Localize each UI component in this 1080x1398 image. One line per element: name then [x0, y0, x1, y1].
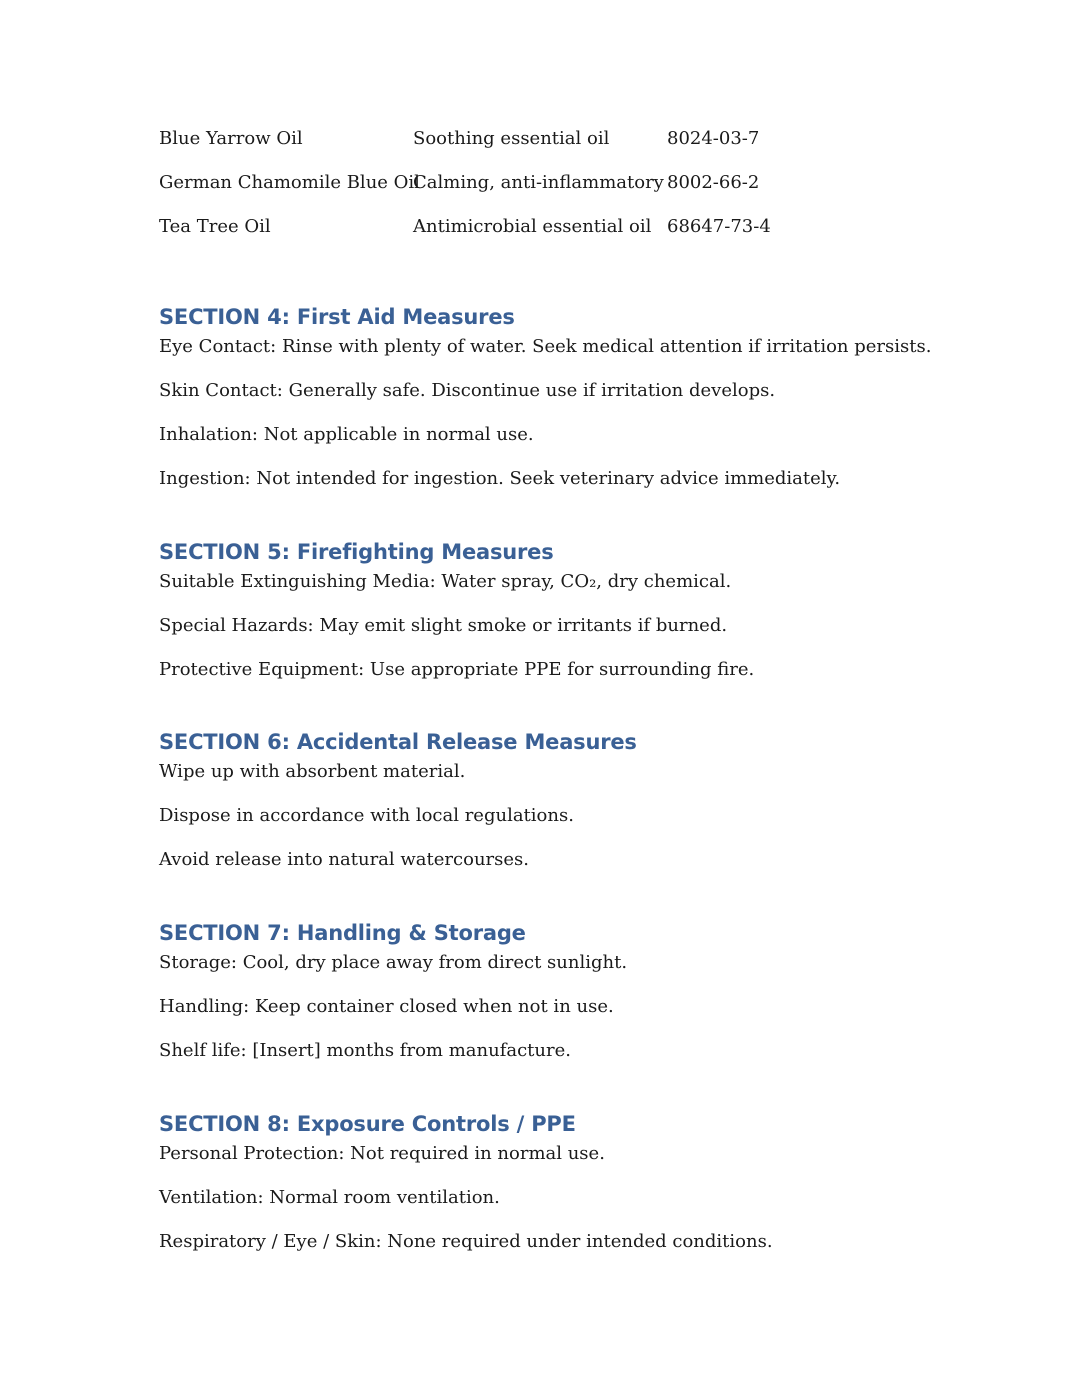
- section-firefighting: [159, 537, 1019, 701]
- section-line: Protective Equipment: Use appropriate PPE for surrounding fire.: [159, 659, 755, 680]
- section-line: Dispose in accordance with local regulations.: [159, 805, 574, 826]
- section-heading: SECTION 8: Exposure Controls / PPE: [159, 1112, 576, 1136]
- table-row: [159, 214, 859, 258]
- ingredient-name: Tea Tree Oil: [159, 216, 271, 237]
- ingredient-function: Antimicrobial essential oil: [413, 216, 652, 237]
- section-heading: SECTION 4: First Aid Measures: [159, 305, 515, 329]
- ingredient-cas: 68647-73-4: [667, 216, 771, 237]
- section-line: Special Hazards: May emit slight smoke or irritants if burned.: [159, 615, 728, 636]
- section-line: Avoid release into natural watercourses.: [159, 849, 529, 870]
- table-row: [159, 170, 859, 214]
- section-line: Respiratory / Eye / Skin: None required under intended conditions.: [159, 1231, 773, 1252]
- section-line: Ventilation: Normal room ventilation.: [159, 1187, 500, 1208]
- section-line: Skin Contact: Generally safe. Discontinue use if irritation develops.: [159, 380, 776, 401]
- ingredient-name: Blue Yarrow Oil: [159, 128, 303, 149]
- ingredients-table: [159, 126, 859, 258]
- ingredient-cas: 8002-66-2: [667, 172, 760, 193]
- section-exposure-controls: [159, 1109, 1019, 1273]
- ingredient-cas: 8024-03-7: [667, 128, 760, 149]
- table-row: [159, 126, 859, 170]
- section-heading: SECTION 5: Firefighting Measures: [159, 540, 554, 564]
- section-heading: SECTION 7: Handling & Storage: [159, 921, 526, 945]
- section-accidental-release: [159, 727, 1019, 891]
- section-handling-storage: [159, 918, 1019, 1082]
- ingredient-function: Calming, anti-inflammatory: [413, 172, 664, 193]
- section-line: Suitable Extinguishing Media: Water spray, CO₂, dry chemical.: [159, 571, 732, 592]
- section-line: Storage: Cool, dry place away from direct sunlight.: [159, 952, 628, 973]
- section-line: Handling: Keep container closed when not in use.: [159, 996, 614, 1017]
- section-line: Wipe up with absorbent material.: [159, 761, 466, 782]
- section-heading: SECTION 6: Accidental Release Measures: [159, 730, 637, 754]
- section-first-aid: [159, 302, 1019, 510]
- ingredient-name: German Chamomile Blue Oil: [159, 172, 420, 193]
- section-line: Ingestion: Not intended for ingestion. Seek veterinary advice immediately.: [159, 468, 841, 489]
- section-line: Inhalation: Not applicable in normal use.: [159, 424, 534, 445]
- ingredient-function: Soothing essential oil: [413, 128, 610, 149]
- section-line: Eye Contact: Rinse with plenty of water. Seek medical attention if irritation persists.: [159, 336, 932, 357]
- section-line: Shelf life: [Insert] months from manufacture.: [159, 1040, 571, 1061]
- section-line: Personal Protection: Not required in normal use.: [159, 1143, 605, 1164]
